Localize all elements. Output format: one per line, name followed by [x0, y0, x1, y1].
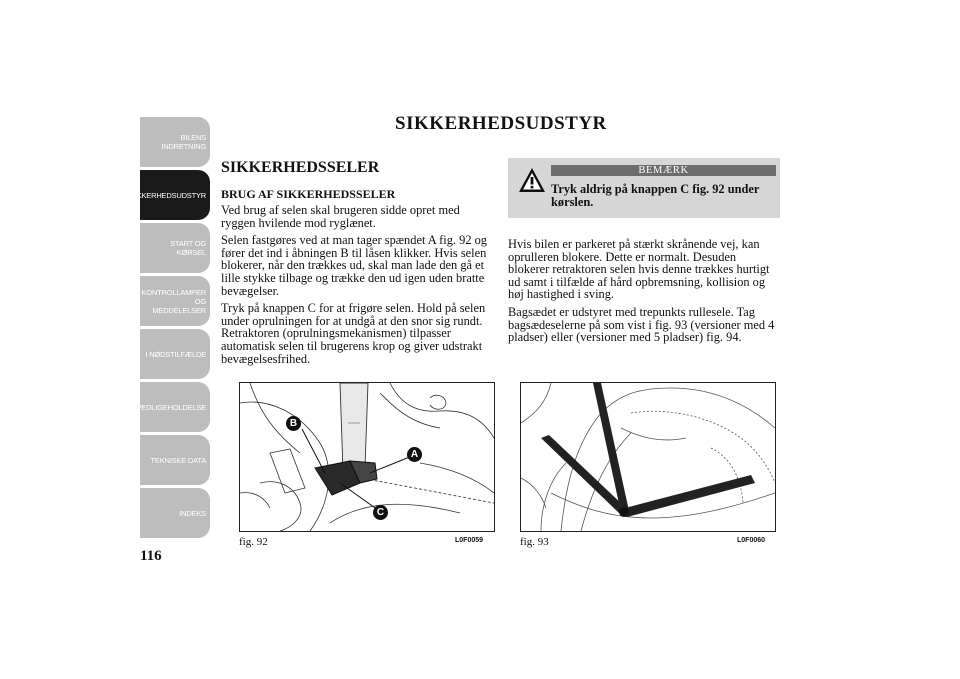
page-number: 116	[140, 548, 162, 564]
seat-buckle-illustration	[240, 383, 494, 531]
tab-label: START OG KØRSEL	[170, 239, 206, 257]
side-tabs	[130, 117, 210, 541]
paragraph: Ved brug af selen skal brugeren sidde opret med ryggen hvilende mod ryglænet.	[221, 203, 460, 230]
note-heading: BEMÆRK	[551, 165, 776, 176]
rear-seat-belt-illustration	[521, 383, 775, 531]
tab-label: I NØDSTILFÆLDE	[145, 349, 206, 359]
tab-label: VEDLIGEHOLDELSE	[136, 402, 206, 412]
tab-label: BILENS	[180, 133, 206, 142]
tab-label: SIKKERHEDSUDSTYR	[130, 190, 206, 200]
paragraph: Selen fastgøres ved at man tager spændet A fig. 92 og fører det ind i åbningen B til låsen klikker. Hvis selen blokerer, når den trækkes ud, skal man lade den gå et lille stykke tilbage og trække den ud igen uden bratte bevægelser.	[221, 233, 487, 298]
tab-label: INDEKS	[179, 508, 206, 518]
paragraph: Tryk på knappen C for at frigøre selen. Hold på selen under oprulningen for at undgå at den snor sig rundt. Retraktoren (oprulningsmekanismen) tilpasser automatisk selen til brugerens krop og giver udstrakt bevægelsesfrihed.	[221, 301, 486, 366]
paragraph: Hvis bilen er parkeret på stærkt skrånende vej, kan oprulleren blokere. Dette er normalt. Desuden blokerer retraktoren selen hvis denne trækkes hurtigt ud samt i tilfælde af hård opbremsning, kollision og høj hastighed i sving.	[508, 237, 770, 302]
tab-label: INDRETNING	[161, 142, 206, 151]
tab-bilens-indretning[interactable]	[140, 117, 210, 167]
warning-triangle-icon	[518, 167, 546, 193]
left-column	[221, 159, 493, 370]
tab-tekniske-data[interactable]	[140, 435, 210, 485]
tab-vedligeholdelse[interactable]	[136, 382, 210, 432]
tab-i-nodstilfaelde[interactable]	[140, 329, 210, 379]
figure-92	[239, 382, 495, 532]
callout-a: A	[407, 447, 422, 462]
tab-label: TEKNISKE DATA	[150, 455, 206, 465]
note-box	[508, 158, 780, 218]
sub-heading: BRUG AF SIKKERHEDSSELER	[221, 187, 396, 201]
paragraph: Bagsædet er udstyret med trepunkts rullesele. Tag bagsædeselerne på som vist i fig. 93 (versioner med 4 pladser) eller (versioner med 5 pladser) fig. 94.	[508, 304, 775, 345]
tab-start-og-korsel[interactable]	[140, 223, 210, 273]
tab-indeks[interactable]	[140, 488, 210, 538]
figure-93	[520, 382, 776, 532]
figure-code: L0F0060	[737, 537, 766, 544]
figure-caption: fig. 93	[520, 536, 549, 548]
note-text: Tryk aldrig på knappen C fig. 92 under kørslen.	[551, 182, 760, 209]
callout-b: B	[286, 416, 301, 431]
figure-caption: fig. 92	[239, 536, 268, 548]
callout-c: C	[373, 505, 388, 520]
section-heading: SIKKERHEDSSELER	[221, 159, 380, 176]
page-title: SIKKERHEDSUDSTYR	[395, 113, 607, 134]
tab-kontrollamper[interactable]	[140, 276, 210, 326]
tab-sikkerhedsudstyr[interactable]	[130, 170, 210, 220]
tab-label: KONTROLLAMPER	[141, 287, 206, 297]
tab-label: OG MEDDELELSER	[152, 296, 206, 315]
right-column	[508, 238, 780, 349]
figure-code: L0F0059	[455, 537, 484, 544]
